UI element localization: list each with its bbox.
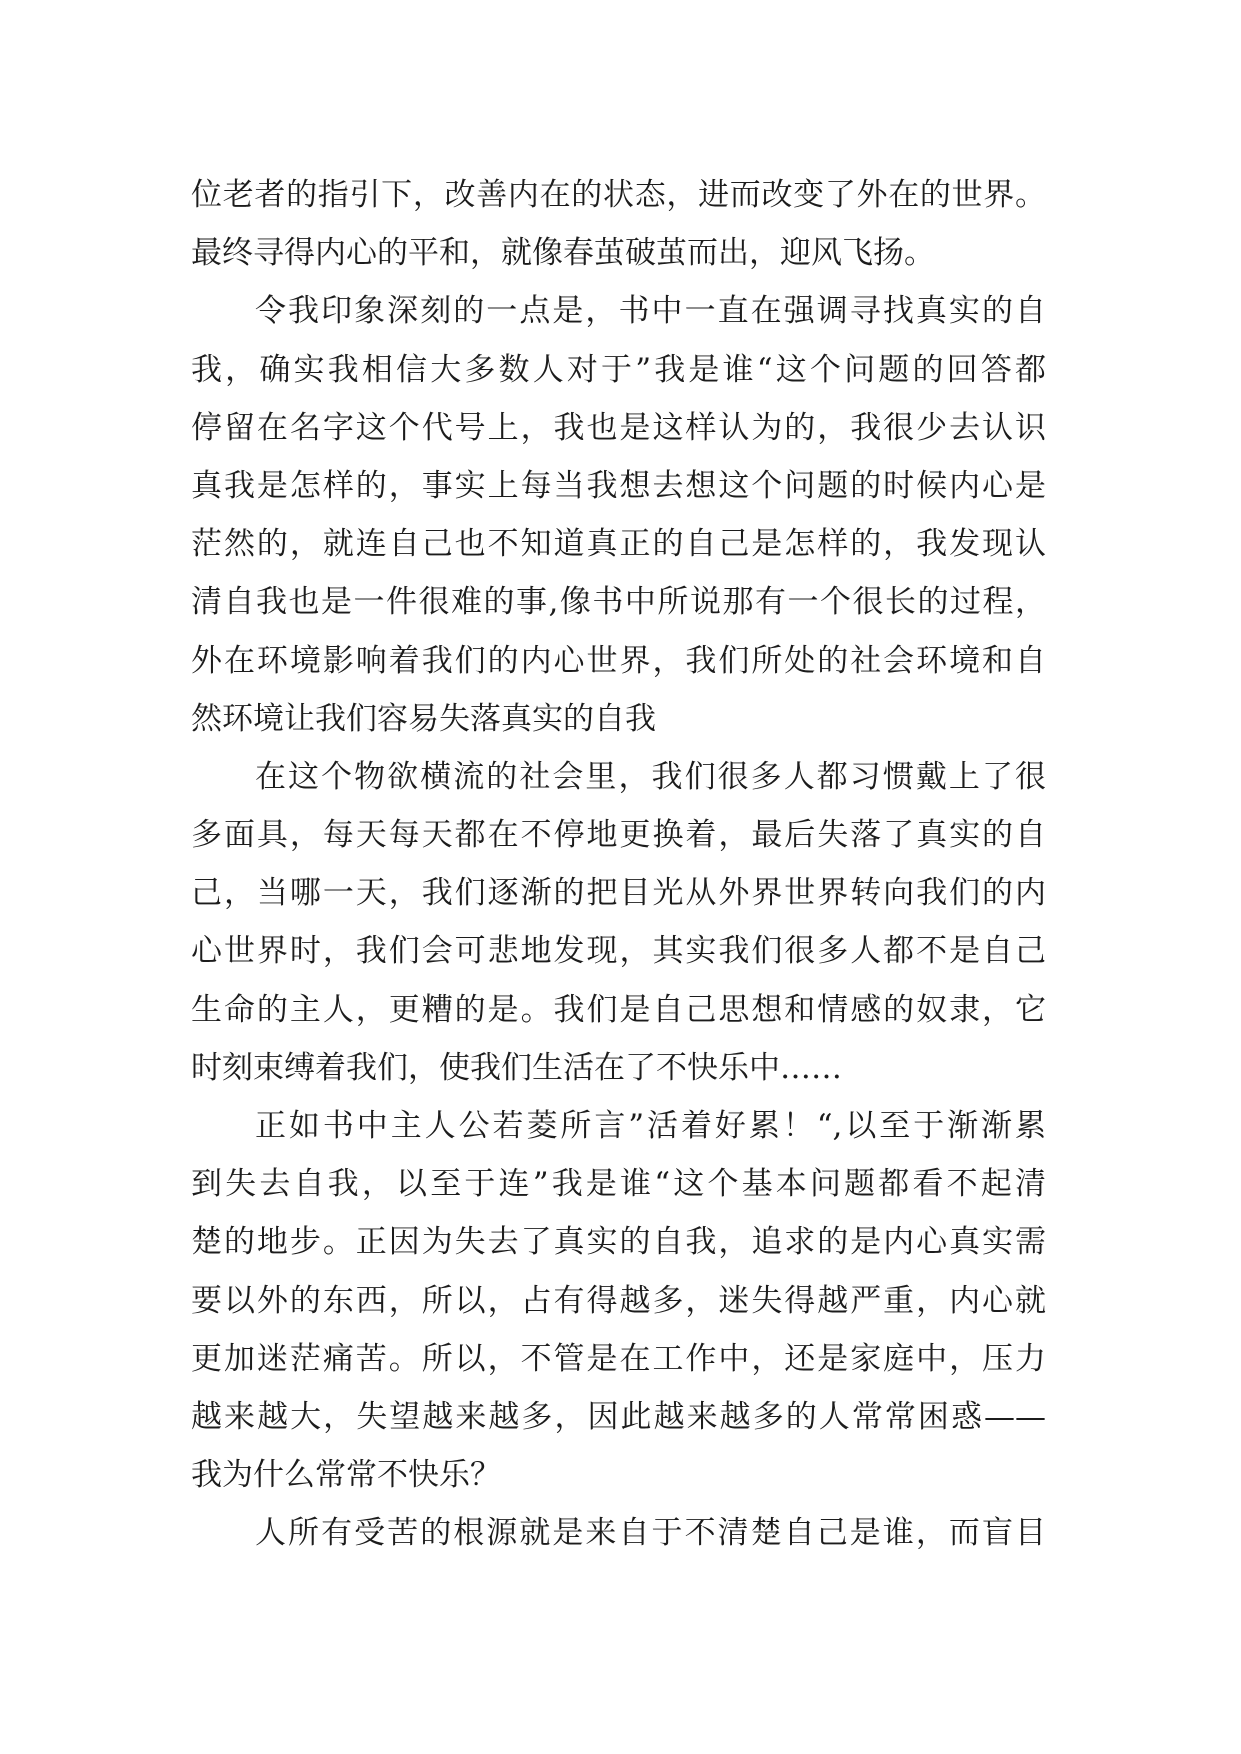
body-text bbox=[191, 166, 1046, 1563]
text-line: 楚的地步。正因为失去了真实的自我，追求的是内心真实需 bbox=[191, 1224, 1046, 1261]
text-line: 最终寻得内心的平和，就像春茧破茧而出，迎风飞扬。 bbox=[191, 235, 935, 272]
paragraph-first-line: 在这个物欲横流的社会里，我们很多人都习惯戴上了很 bbox=[255, 758, 1046, 795]
text-line: 我，确实我相信大多数人对于”我是谁“这个问题的回答都 bbox=[191, 351, 1046, 388]
text-line: 外在环境影响着我们的内心世界，我们所处的社会环境和自 bbox=[191, 642, 1046, 679]
text-line: 位老者的指引下，改善内在的状态，进而改变了外在的世界。 bbox=[191, 177, 1046, 213]
text-line: 清自我也是一件很难的事,像书中所说那有一个很长的过程， bbox=[191, 584, 1046, 621]
text-line: 茫然的，就连自己也不知道真正的自己是怎样的，我发现认 bbox=[191, 526, 1046, 563]
text-line: 然环境让我们容易失落真实的自我 bbox=[191, 700, 656, 737]
paragraph-first-line: 令我印象深刻的一点是，书中一直在强调寻找真实的自 bbox=[255, 293, 1046, 330]
text-line: 时刻束缚着我们，使我们生活在了不快乐中…… bbox=[191, 1049, 842, 1086]
text-line: 生命的主人，更糟的是。我们是自己思想和情感的奴隶，它 bbox=[191, 991, 1046, 1028]
text-line: 己，当哪一天，我们逐渐的把目光从外界世界转向我们的内 bbox=[191, 875, 1046, 912]
text-line: 我为什么常常不快乐？ bbox=[191, 1457, 501, 1494]
text-line: 停留在名字这个代号上，我也是这样认为的，我很少去认识 bbox=[191, 409, 1046, 446]
text-line: 要以外的东西，所以，占有得越多，迷失得越严重，内心就 bbox=[191, 1282, 1046, 1319]
text-line: 越来越大，失望越来越多，因此越来越多的人常常困惑—— bbox=[191, 1398, 1046, 1435]
paragraph-first-line: 正如书中主人公若菱所言”活着好累！“,以至于渐渐累 bbox=[255, 1108, 1046, 1144]
text-line: 多面具，每天每天都在不停地更换着，最后失落了真实的自 bbox=[191, 817, 1046, 854]
paragraph-first-line: 人所有受苦的根源就是来自于不清楚自己是谁，而盲目 bbox=[255, 1515, 1046, 1552]
text-line: 心世界时，我们会可悲地发现，其实我们很多人都不是自己 bbox=[191, 933, 1046, 970]
text-line: 更加迷茫痛苦。所以，不管是在工作中，还是家庭中，压力 bbox=[191, 1340, 1046, 1377]
text-line: 到失去自我，以至于连”我是谁“这个基本问题都看不起清 bbox=[191, 1166, 1046, 1203]
text-line: 真我是怎样的，事实上每当我想去想这个问题的时候内心是 bbox=[191, 467, 1046, 504]
